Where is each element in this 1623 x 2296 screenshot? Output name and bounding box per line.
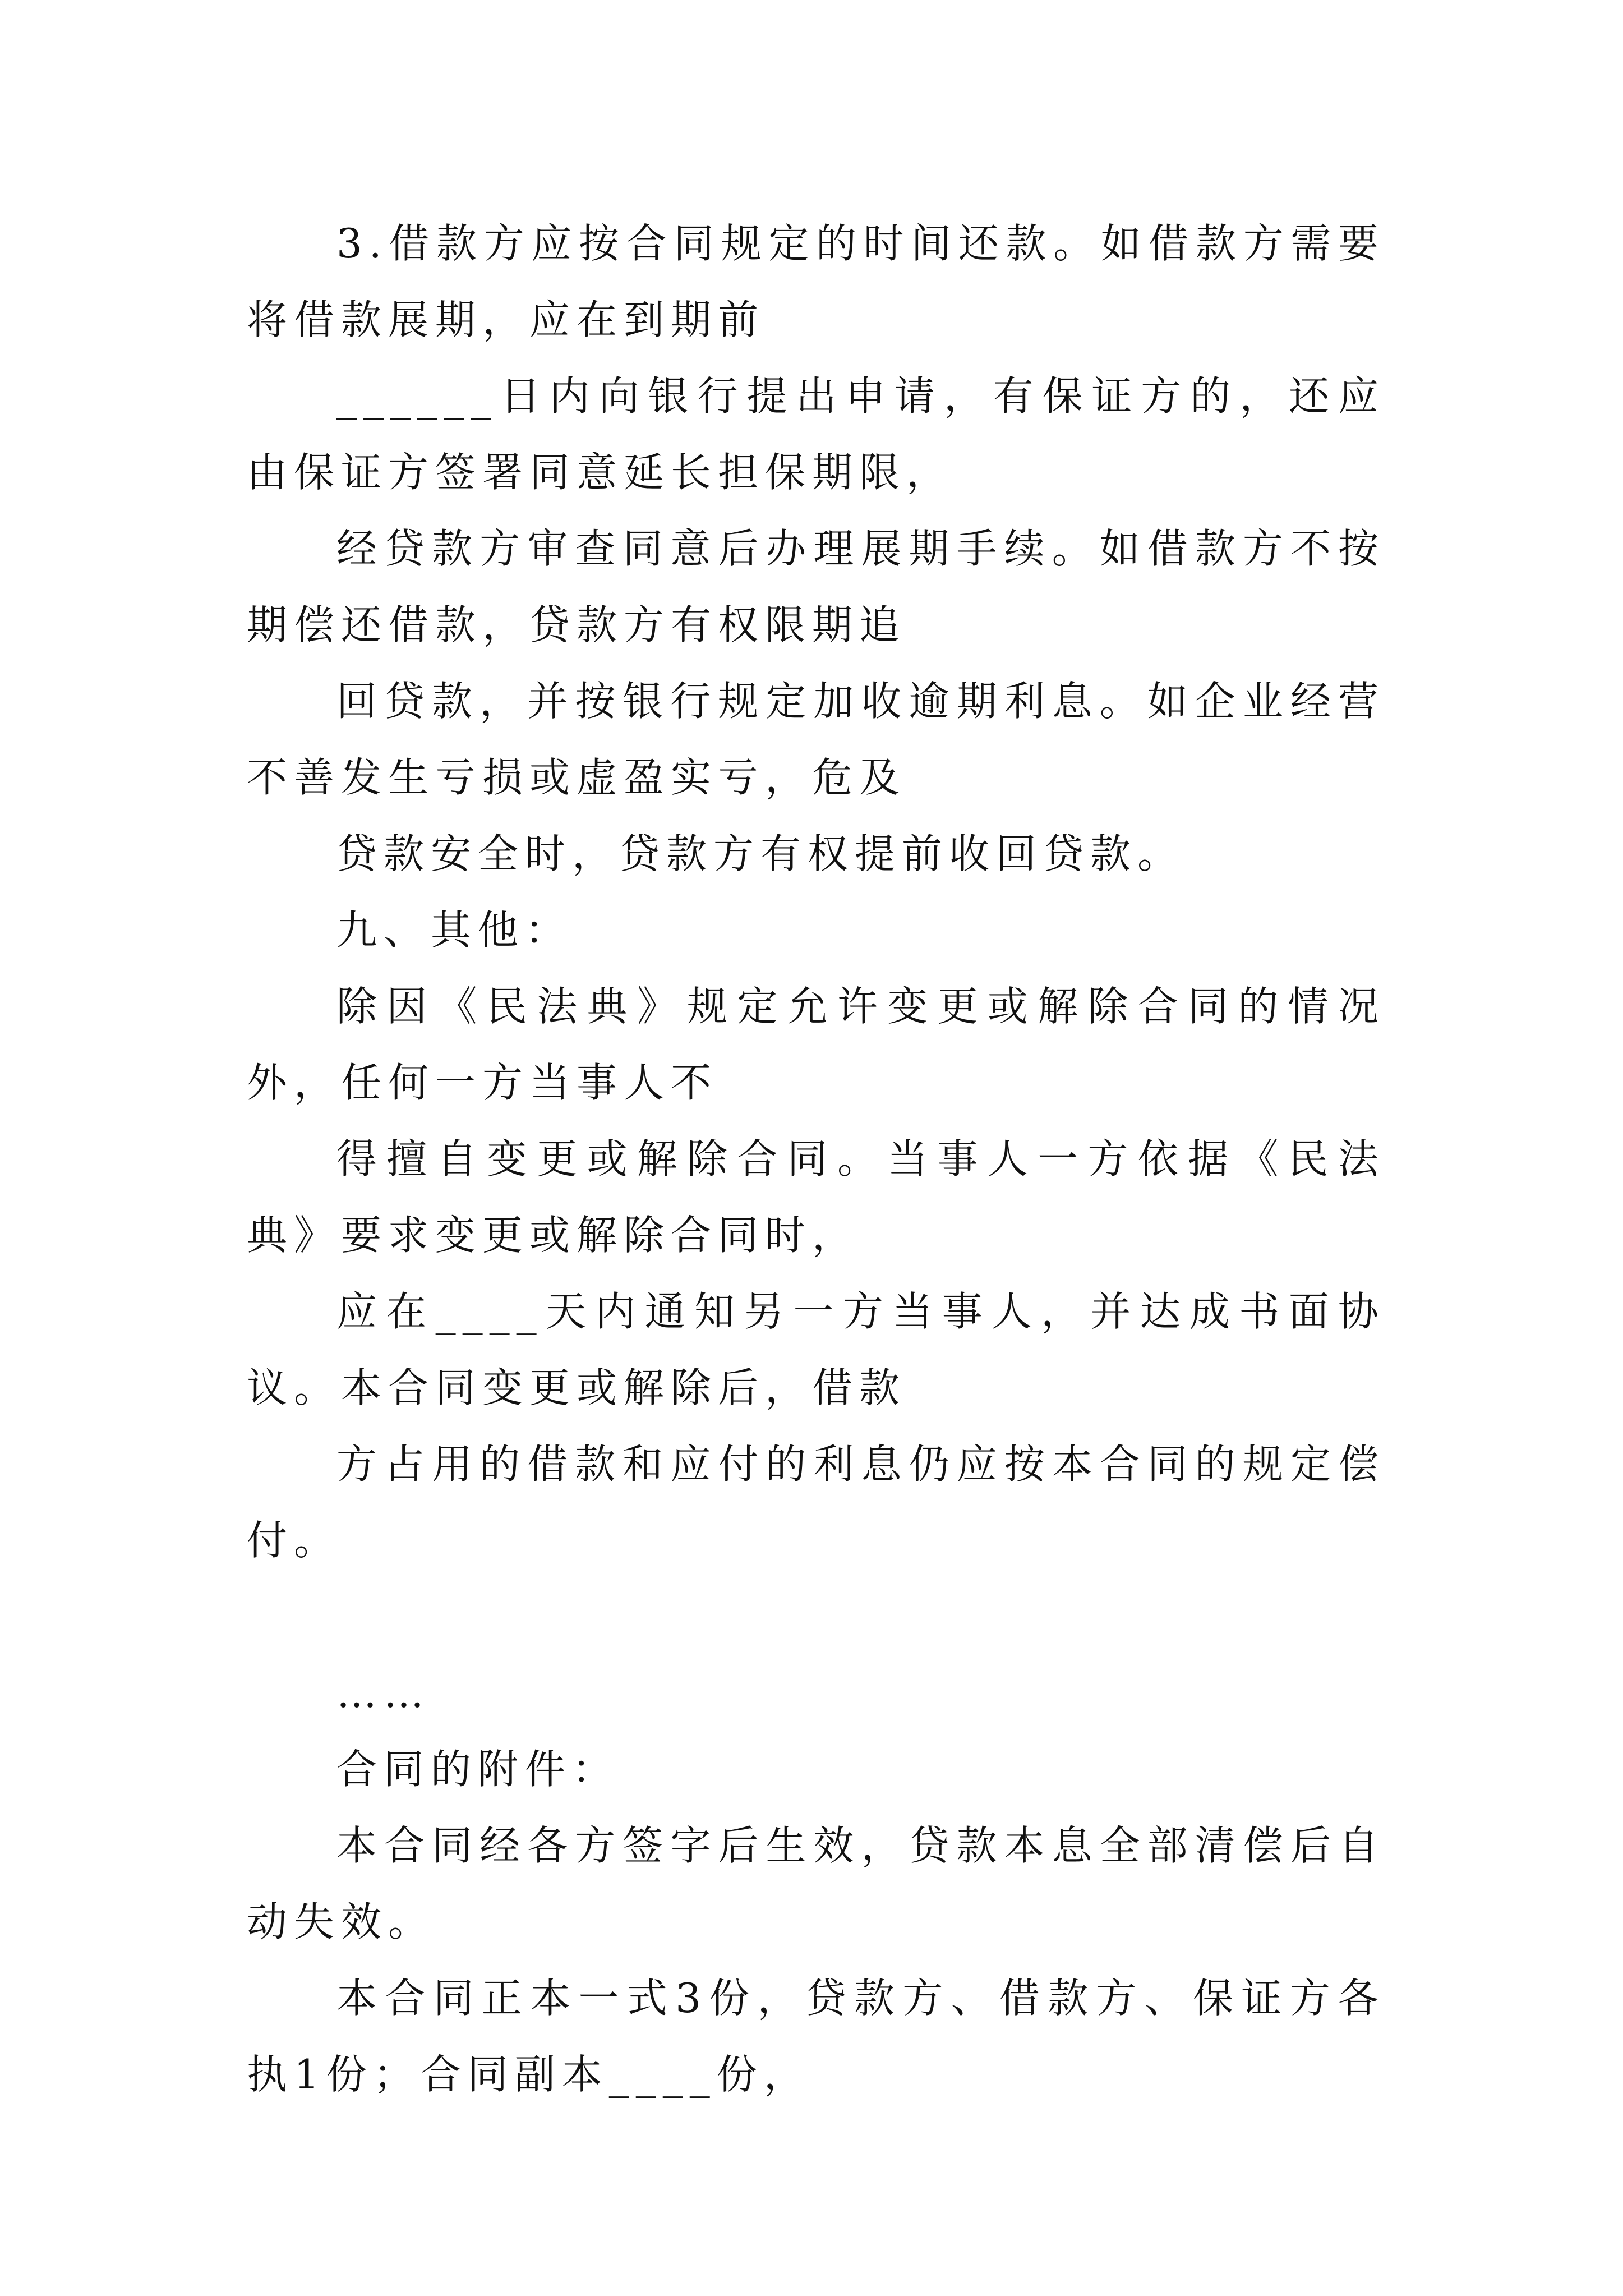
paragraph-extension-review: 经贷款方审查同意后办理展期手续。如借款方不按期偿还借款，贷款方有权限期追 xyxy=(247,525,1385,648)
document-page xyxy=(247,205,1385,2113)
paragraph-overdue-interest: 回贷款，并按银行规定加收逾期利息。如企业经营不善发生亏损或虚盈实亏，危及 xyxy=(247,678,1385,801)
paragraph-early-recovery: 贷款安全时，贷款方有权提前收回贷款。 xyxy=(336,830,1185,877)
paragraph-effectiveness: 本合同经各方签字后生效，贷款本息全部清偿后自动失效。 xyxy=(247,1822,1385,1945)
paragraph-repayment-after-change: 方占用的借款和应付的利息仍应按本合同的规定偿付。 xyxy=(247,1441,1385,1564)
paragraph-repayment-extension: 3.借款方应按合同规定的时间还款。如借款方需要将借款展期，应在到期前 xyxy=(247,220,1385,343)
section-heading-other: 九、其他： xyxy=(336,907,573,954)
paragraph-change-termination: 除因《民法典》规定允许变更或解除合同的情况外，任何一方当事人不 xyxy=(247,983,1385,1106)
paragraph-application-days: ______日内向银行提出申请，有保证方的，还应由保证方签署同意延长担保期限， xyxy=(247,372,1385,496)
paragraph-notice-period: 应在____天内通知另一方当事人，并达成书面协议。本合同变更或解除后，借款 xyxy=(247,1288,1385,1411)
paragraph-no-unilateral-change: 得擅自变更或解除合同。当事人一方依据《民法典》要求变更或解除合同时， xyxy=(247,1135,1385,1259)
ellipsis: …… xyxy=(336,1669,431,1717)
section-heading-attachments: 合同的附件： xyxy=(336,1746,620,1793)
paragraph-copies: 本合同正本一式3份，贷款方、借款方、保证方各执1份；合同副本____份， xyxy=(247,1975,1385,2098)
